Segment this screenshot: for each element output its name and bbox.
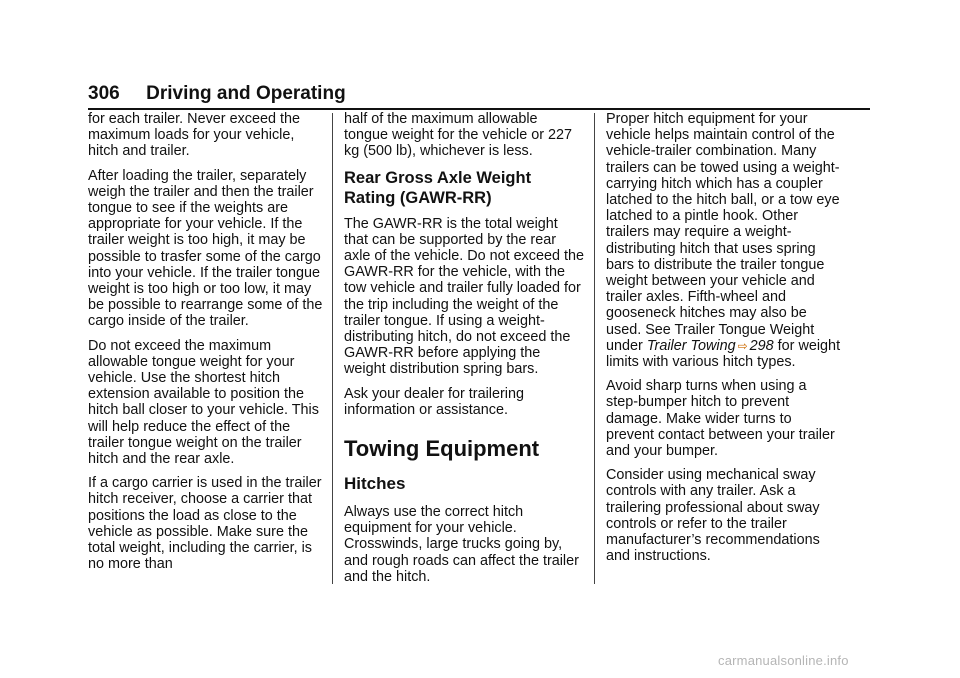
section-title: Driving and Operating bbox=[146, 83, 346, 104]
heading-gawr-rr: Rear Gross Axle Weight Rating (GAWR-RR) bbox=[344, 168, 532, 207]
page-header bbox=[88, 83, 346, 109]
paragraph-sharp-turns: Avoid sharp turns when using a step-bumper hitch to prevent damage. Make wider turns to prevent contact between your trailer and your bumper. bbox=[606, 378, 835, 460]
hitch-equipment-tail: for weight limits with various hitch types. bbox=[606, 337, 841, 371]
column-divider-1 bbox=[332, 113, 333, 584]
paragraph-weigh-trailer: After loading the trailer, separately weigh the trailer and then the trailer tongue to see if the weights are appropriate for your vehicle. If the trailer weight is too high, it may be possible to trasfer some of the cargo into your vehicle. If the trailer tongue weight is too high or too low, it may be possible to rearrange some of the cargo inside of the trailer. bbox=[88, 167, 323, 330]
paragraph-sway-controls: Consider using mechanical sway controls with any trailer. Ask a trailering professional about sway controls or refer to the trailer manufacturer’s recommendations and instructions. bbox=[606, 467, 820, 565]
paragraph-max-loads: for each trailer. Never exceed the maximum loads for your vehicle, hitch and trailer. bbox=[88, 111, 300, 160]
header-rule bbox=[88, 108, 870, 110]
paragraph-gawr-rr: The GAWR-RR is the total weight that can be supported by the rear axle of the vehicle. Do not exceed the GAWR-RR for the vehicle, with the tow vehicle and trailer fully loaded for the trip including the weight of the trailer tongue. If using a weight-distributing hitch, do not exceed the GAWR-RR before applying the weight distribution spring bars. bbox=[344, 215, 584, 378]
paragraph-ask-dealer: Ask your dealer for trailering information or assistance. bbox=[344, 385, 524, 418]
paragraph-tongue-limit: half of the maximum allowable tongue weight for the vehicle or 227 kg (500 lb), whichever is less. bbox=[344, 111, 573, 160]
paragraph-tongue-weight: Do not exceed the maximum allowable tongue weight for your vehicle. Use the shortest hitch extension available to position the hitch ball closer to your vehicle. This will help reduce the effect of the trailer tongue weight on the trailer hitch and the rear axle. bbox=[88, 337, 319, 468]
hitch-equipment-text: Proper hitch equipment for your vehicle helps maintain control of the vehicle-trailer combination. Many trailers can be towed using a weight-carrying hitch which has a coupler latched to the hitch ball, or a tow eye latched to a pintle hook. Other trailers may require a weight-distributing hitch that uses spring bars to distribute the trailer tongue weight between your vehicle and trailer axles. Fifth-wheel and gooseneck hitches may also be used. See Trailer Tongue Weight under bbox=[606, 111, 840, 354]
heading-hitches: Hitches bbox=[344, 474, 406, 494]
paragraph-cargo-carrier: If a cargo carrier is used in the trailer hitch receiver, choose a carrier that positions the load as close to the vehicle as possible. Make sure the total weight, including the carrier, is no more than bbox=[88, 475, 322, 573]
paragraph-correct-hitch: Always use the correct hitch equipment for your vehicle. Crosswinds, large trucks going by, and rough roads can affect the trailer and the hitch. bbox=[344, 504, 579, 585]
column-2 bbox=[344, 111, 584, 593]
column-3 bbox=[606, 111, 842, 572]
column-divider-2 bbox=[594, 113, 595, 584]
xref-page-number[interactable]: 298 bbox=[749, 337, 774, 354]
column-1 bbox=[88, 111, 324, 580]
watermark: carmanualsonline.info bbox=[718, 653, 849, 668]
heading-towing-equipment: Towing Equipment bbox=[344, 436, 540, 462]
page-number: 306 bbox=[88, 83, 120, 104]
paragraph-hitch-equipment bbox=[606, 111, 842, 370]
xref-trailer-towing[interactable]: Trailer Towing bbox=[646, 337, 736, 354]
xref-arrow-icon: ⇨ bbox=[737, 338, 748, 353]
